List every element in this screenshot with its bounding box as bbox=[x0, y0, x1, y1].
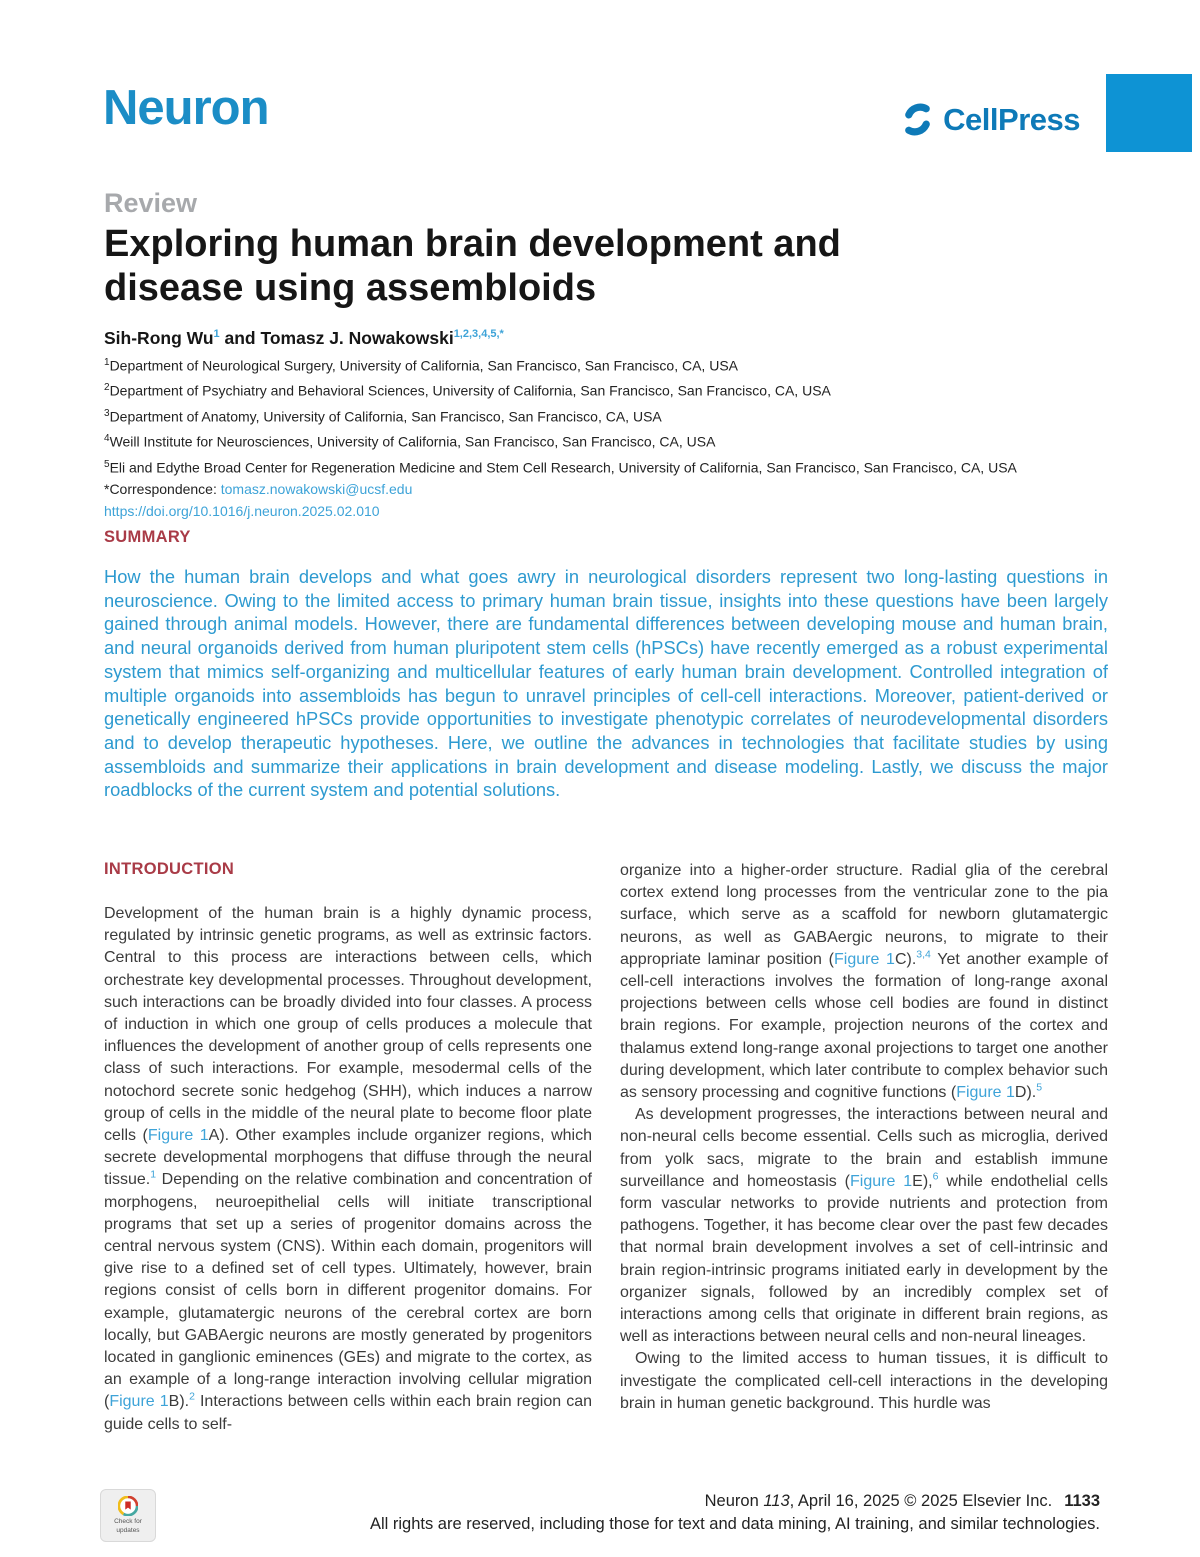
text-segment: Interactions between cells within each brain region can guide cells to self- bbox=[104, 1393, 592, 1433]
cellpress-logo bbox=[899, 101, 1080, 138]
reference-superscript-link[interactable]: 2 bbox=[189, 1391, 195, 1404]
affiliation-line bbox=[104, 403, 1114, 428]
check-for-updates-badge[interactable] bbox=[100, 1489, 156, 1542]
affiliation-line bbox=[104, 454, 1114, 479]
affiliation-text: Eli and Edythe Broad Center for Regeneration Medicine and Stem Cell Research, University of California, San Francisco, San Francisco, CA, USA bbox=[109, 459, 1017, 476]
text-segment: and Tomasz J. Nowakowski bbox=[219, 328, 454, 348]
affiliation-sup: 1 bbox=[104, 357, 110, 368]
cellpress-swirl-icon bbox=[899, 101, 936, 138]
text-segment: Sih-Rong Wu bbox=[104, 328, 214, 348]
affiliation-sup: 4 bbox=[104, 433, 110, 445]
affiliation-sup: 5 bbox=[104, 458, 110, 470]
article-type-label: Review bbox=[104, 188, 198, 218]
text-segment: , April 16, 2025 © 2025 Elsevier Inc. bbox=[789, 1492, 1053, 1510]
correspondence-label: *Correspondence: bbox=[104, 481, 221, 498]
figure-link[interactable]: Figure 1 bbox=[147, 1127, 209, 1145]
check-for-updates-label: Check for updates bbox=[114, 1518, 142, 1534]
summary-body: How the human brain develops and what goes awry in neurological disorders represent two long-lasting questions in neuroscience. Owing to the limited access to primary human brain tissue, insights into these questions have been largely gained through animal models. However, there are fundamental differences between developing mouse and human brain, and neural organoids derived from human pluripotent stem cells (hPSCs) have recently emerged as a robust experimental system that mimics self-organizing and multicellular features of early human brain development. Controlled integration of multiple organoids into assembloids has begun to unravel principles of cell-cell interactions. Moreover, patient-derived or genetically engineered hPSCs provide opportunities to investigate phenotypic correlates of neurodevelopmental disorders and to develop therapeutic hypotheses. Here, we outline the advances in technologies that facilitate studies by using assembloids and summarize their applications in brain development and disease modeling. Lastly, we discuss the major roadblocks of the current system and potential solutions. bbox=[104, 566, 1108, 801]
body-paragraph bbox=[620, 860, 1108, 1104]
figure-link[interactable]: Figure 1 bbox=[956, 1084, 1015, 1102]
reference-superscript-link[interactable]: 1,2,3,4,5,* bbox=[453, 328, 504, 341]
affiliation-text: Weill Institute for Neurosciences, University of California, San Francisco, San Francisco, CA, USA bbox=[109, 434, 716, 451]
footer-rights-line: All rights are reserved, including those for text and data mining, AI training, and similar technologies. bbox=[369, 1515, 1100, 1533]
right-column bbox=[620, 860, 1108, 1436]
introduction-section bbox=[104, 860, 1108, 1436]
text-segment: 1133 bbox=[1064, 1492, 1100, 1510]
summary-heading: SUMMARY bbox=[104, 528, 191, 546]
text-segment: B). bbox=[168, 1393, 190, 1411]
left-column bbox=[104, 860, 592, 1436]
author-line bbox=[104, 328, 504, 349]
text-segment: Depending on the relative combination and concentration of morphogens, neuroepithelial cells will initiate transcriptional programs that set up a series of progenitor domains across the central nervous system (CNS). Within each domain, progenitors will give rise to a defined set of cell types. Ultimately, however, brain regions consist of cells born in different progenitor domains. For example, glutamatergic neurons of the cerebral cortex are born locally, but GABAergic neurons are mostly generated by progenitors located in ganglionic eminences (GEs) and migrate to the cortex, as an example of a long-range interaction involving cellular migration ( bbox=[104, 1171, 592, 1411]
doi-link[interactable]: https://doi.org/10.1016/j.neuron.2025.02.010 bbox=[104, 503, 380, 520]
introduction-heading: INTRODUCTION bbox=[104, 860, 235, 878]
body-paragraph bbox=[620, 1348, 1108, 1415]
footer-citation-line bbox=[370, 1490, 1100, 1513]
body-paragraph bbox=[104, 903, 592, 1436]
text-segment: Owing to the limited access to human tissues, it is difficult to investigate the complicated cell-cell interactions in the developing brain in human genetic background. This hurdle was bbox=[620, 1350, 1108, 1412]
reference-superscript-link[interactable]: 5 bbox=[1036, 1081, 1043, 1094]
figure-link[interactable]: Figure 1 bbox=[850, 1172, 913, 1190]
affiliation-line bbox=[104, 352, 1114, 377]
affiliation-line bbox=[104, 377, 1114, 402]
article-title: Exploring human brain development and disease using assembloids bbox=[104, 223, 841, 309]
cellpress-logo-text: CellPress bbox=[943, 101, 1080, 137]
affiliations-block bbox=[104, 352, 1114, 523]
cover-corner-square bbox=[1106, 74, 1192, 152]
crossmark-icon bbox=[118, 1496, 138, 1516]
affiliation-text: Department of Anatomy, University of California, San Francisco, San Francisco, CA, USA bbox=[109, 408, 662, 425]
affiliation-sup: 2 bbox=[104, 382, 110, 394]
affiliation-text: Department of Psychiatry and Behavioral Sciences, University of California, San Francisco, San Francisco, CA, USA bbox=[109, 383, 831, 400]
figure-link[interactable]: Figure 1 bbox=[109, 1393, 169, 1411]
reference-superscript-link[interactable]: 1 bbox=[150, 1169, 157, 1182]
text-segment: A). Other examples include organizer regions, which secrete developmental morphogens that diffuse through the neural tissue. bbox=[104, 1127, 593, 1189]
reference-superscript-link[interactable]: 6 bbox=[932, 1170, 939, 1183]
text-segment: E), bbox=[912, 1172, 933, 1190]
text-segment: As development progresses, the interactions between neural and non-neural cells become essential. Cells such as microglia, derived from yolk sacs, migrate to the brain and establish immune surveillance and homeostasis ( bbox=[620, 1106, 1108, 1190]
figure-link[interactable]: Figure 1 bbox=[833, 950, 895, 968]
correspondence-email-link[interactable]: tomasz.nowakowski@ucsf.edu bbox=[220, 481, 413, 498]
text-segment: 113 bbox=[763, 1492, 790, 1510]
neuron-journal-logo: Neuron bbox=[103, 81, 269, 135]
text-segment: Development of the human brain is a highly dynamic process, regulated by intrinsic genetic programs, as well as extrinsic factors. Central to this process are interactions between cells, which orchestrate key developmental processes. Throughout development, such interactions can be broadly divided into four classes. A process of induction in which one group of cells produces a molecule that influences the development of another group of cells represents one class of such interactions. For example, mesodermal cells of the notochord secrete sonic hedgehog (SHH), which induces a narrow group of cells in the middle of the neural plate to become floor plate cells ( bbox=[104, 905, 592, 1145]
affiliation-line bbox=[104, 428, 1114, 453]
reference-superscript-link[interactable]: 3,4 bbox=[916, 948, 931, 961]
body-paragraph bbox=[620, 1104, 1108, 1348]
text-segment: Neuron bbox=[704, 1492, 764, 1510]
footer-citation bbox=[370, 1490, 1100, 1536]
text-segment: D). bbox=[1014, 1084, 1037, 1102]
text-segment: Yet another example of cell-cell interactions involves the formation of long-range axonal projections between cells whose cell bodies are found in distinct brain regions. For example, projection neurons of the cortex and thalamus extend long-range axonal projections to target one another during development, which later contribute to complex behavior such as sensory processing and cognitive functions ( bbox=[620, 950, 1109, 1102]
text-segment: while endothelial cells form vascular networks to provide nutrients and protection from pathogens. Together, it has become clear over the past few decades that normal brain development involves a set of cell-intrinsic and brain region-intrinsic programs initiated early in development by the organizer signals, followed by an incredibly complex set of interactions among cells that originate in different brain regions, as well as interactions between neural cells and non-neural lineages. bbox=[620, 1172, 1109, 1346]
text-segment: organize into a higher-order structure. Radial glia of the cerebral cortex extend long processes from the ventricular zone to the pia surface, which serve as a scaffold for newborn glutamatergic neurons, as well as GABAergic neurons, to migrate to their appropriate laminar position ( bbox=[620, 862, 1108, 968]
reference-superscript-link[interactable]: 1 bbox=[213, 328, 220, 341]
correspondence-line bbox=[104, 479, 1114, 501]
affiliation-sup: 3 bbox=[104, 407, 110, 419]
affiliation-text: Department of Neurological Surgery, University of California, San Francisco, San Francisco, CA, USA bbox=[109, 357, 738, 374]
text-segment: C). bbox=[894, 950, 917, 968]
doi-line bbox=[104, 501, 1114, 523]
